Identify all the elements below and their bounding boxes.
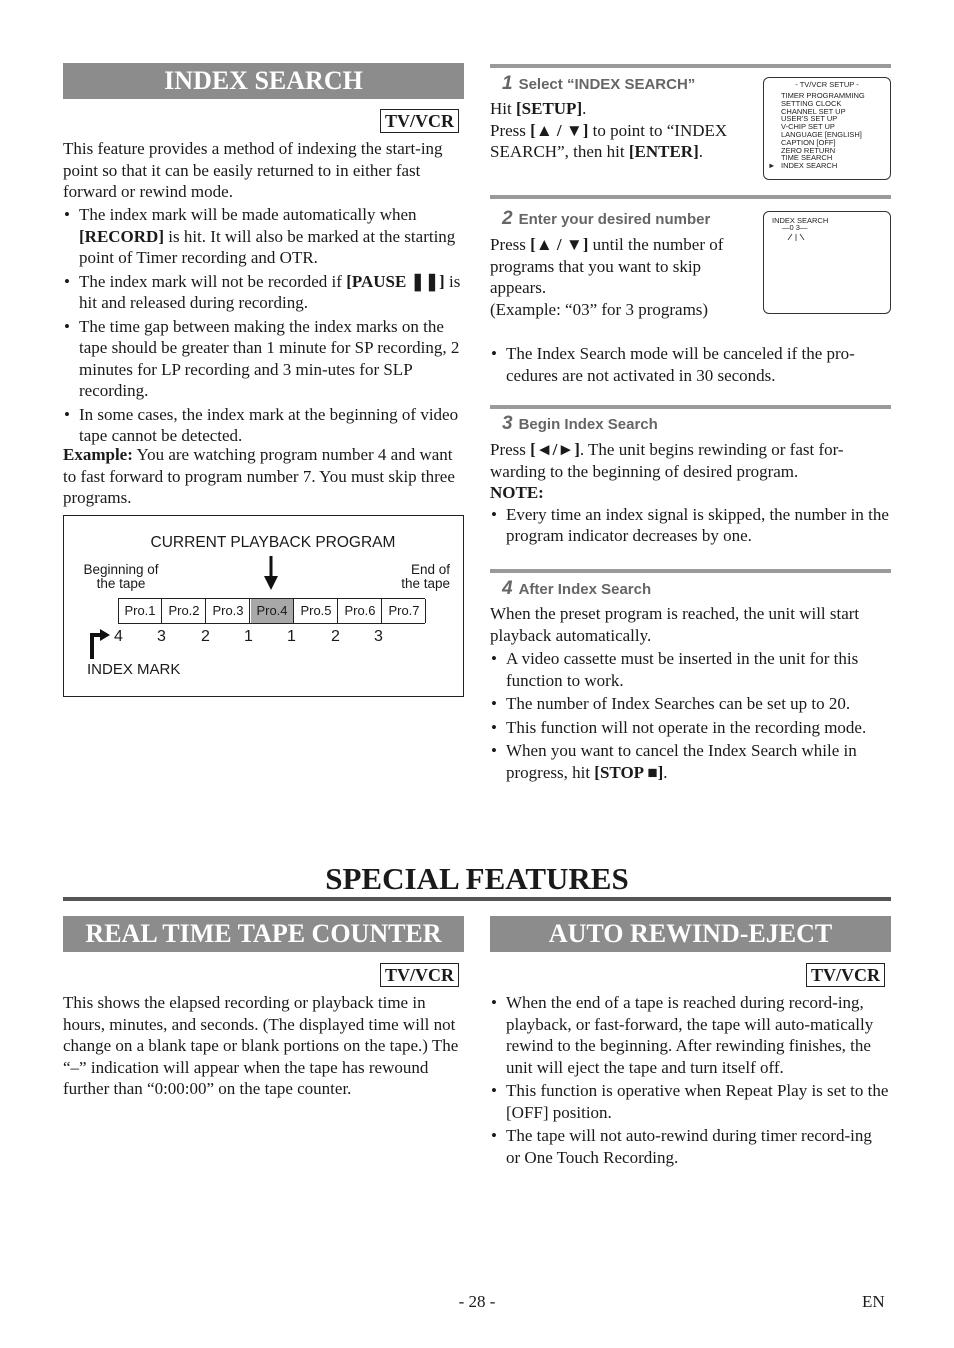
- auto-rewind-bullets: [490, 992, 890, 1168]
- program-cell: Pro.3: [207, 599, 250, 623]
- index-search-intro: This feature provides a method of indexing the start-ing point so that it can be easily returned to in either fast forward or rewind mode.: [63, 139, 443, 201]
- step-1-body: Hit [SETUP]. Press [▲ / ▼] to point to “INDEX SEARCH”, then hit [ENTER].: [490, 99, 728, 161]
- program-cell: Pro.6: [339, 599, 382, 623]
- example-text: You are watching program number 4 and want to fast forward to program number 7. You must skip three programs.: [63, 445, 455, 507]
- step-1-title: 1 Select “INDEX SEARCH”: [502, 73, 696, 94]
- menu-item: V-CHIP SET UP: [781, 122, 835, 132]
- step-divider: [490, 195, 891, 199]
- tv-vcr-badge: TV/VCR: [806, 963, 885, 987]
- program-cell: Pro.2: [163, 599, 206, 623]
- language-code: EN: [862, 1292, 885, 1311]
- program-cell-current: Pro.4: [251, 599, 294, 623]
- step-3-body: Press [◄/►]. The unit begins rewinding or fast for-warding to the beginning of desired program. NOTE: • Every time an index signal is skipped, the number in the program indicator decreases by one.: [490, 439, 890, 547]
- list-item: • When you want to cancel the Index Search while in progress, hit [STOP ■].: [490, 740, 890, 783]
- menu-item: TIMER PROGRAMMING: [781, 91, 865, 100]
- index-mark-label: INDEX MARK: [87, 661, 181, 678]
- step-3-title: 3 Begin Index Search: [502, 413, 658, 434]
- step-divider: [490, 405, 891, 409]
- program-cell: Pro.7: [383, 599, 426, 623]
- index-count: 2: [331, 628, 340, 645]
- real-time-counter-text: This shows the elapsed recording or playback time in hours, minutes, and seconds. (The displayed time will not change on a blank tape or blank portions on the tape.) The “–” indication will appear when the tape has rewound further than “0:00:00” on the tape counter.: [63, 993, 459, 1098]
- index-mark-diagram: [63, 515, 464, 697]
- menu-cursor-icon: ►: [768, 161, 776, 170]
- index-search-header: INDEX SEARCH: [63, 63, 464, 99]
- tv-vcr-badge: TV/VCR: [380, 963, 459, 987]
- setup-menu-screen: [763, 77, 891, 180]
- index-search-screen: [763, 211, 891, 314]
- auto-rewind-eject-header: AUTO REWIND-EJECT: [490, 916, 891, 952]
- index-count: 1: [287, 628, 296, 645]
- tape-beginning-label: Beginning of the tape: [83, 562, 159, 591]
- step-4-body: When the preset program is reached, the unit will start playback automatically. • A video cassette must be inserted in the unit for this function to work. • The number of Index Searches can be set up to 20. • This function will not operate in the recording mode. • When you want to cancel the Index Search while in progress, hit [STOP ■].: [490, 603, 890, 783]
- list-item: • The time gap between making the index marks on the tape should be greater than 1 minute for SP recording, 2 minutes for LP recording and 3 min-utes for SLP recording.: [63, 316, 461, 402]
- program-cell: Pro.5: [295, 599, 338, 623]
- step-divider: [490, 569, 891, 573]
- current-position-arrow-icon: [264, 556, 278, 590]
- list-item: • A video cassette must be inserted in the unit for this function to work.: [490, 648, 890, 691]
- index-screen-title: INDEX SEARCH: [772, 216, 829, 225]
- cancel-note: • The Index Search mode will be canceled if the pro-cedures are not activated in 30 seconds.: [490, 343, 890, 386]
- menu-item: TIME SEARCH: [781, 153, 833, 163]
- index-search-bullets: [63, 204, 461, 447]
- diagram-title: CURRENT PLAYBACK PROGRAM: [150, 534, 396, 551]
- example-paragraph: [63, 444, 461, 509]
- index-mark-flag-icon: [90, 629, 110, 659]
- list-item: • The tape will not auto-rewind during timer record-ing or One Touch Recording.: [490, 1125, 890, 1168]
- step-divider: [490, 64, 891, 68]
- menu-item: SETTING CLOCK: [781, 98, 842, 108]
- index-count: 3: [374, 628, 383, 645]
- title-rule: [63, 897, 891, 901]
- program-strip: [118, 598, 425, 624]
- index-screen-value: —0 3—: [782, 223, 808, 232]
- example-label: Example:: [63, 445, 133, 464]
- menu-item: ZERO RETURN: [781, 145, 836, 155]
- list-item: • The index mark will not be recorded if [PAUSE ❚❚] is hit and released during recording.: [63, 271, 461, 314]
- index-count: 2: [201, 628, 210, 645]
- list-item: • In some cases, the index mark at the beginning of video tape cannot be detected.: [63, 404, 461, 447]
- list-item: • The index mark will be made automatically when [RECORD] is hit. It will also be marked at the starting point of Timer recording and OTR.: [63, 204, 461, 269]
- program-cell: Pro.1: [119, 599, 162, 623]
- list-item: • This function is operative when Repeat Play is set to the [OFF] position.: [490, 1080, 890, 1123]
- tape-end-label: End of the tape: [401, 562, 450, 591]
- setup-menu-title: - TV/VCR SETUP -: [795, 80, 859, 89]
- list-item: • When the end of a tape is reached during record-ing, playback, or fast-forward, the tape will auto-matically rewind to the beginning. After rewinding finishes, the unit will eject the tape and turn itself off.: [490, 992, 890, 1078]
- special-features-title: SPECIAL FEATURES: [325, 861, 629, 896]
- list-item: • Every time an index signal is skipped, the number in the program indicator decreases by one.: [490, 504, 890, 547]
- note-label: NOTE:: [490, 483, 544, 502]
- real-time-counter-header: REAL TIME TAPE COUNTER: [63, 916, 464, 952]
- menu-item: CHANNEL SET UP: [781, 106, 846, 116]
- step-2-title: 2 Enter your desired number: [502, 208, 711, 229]
- index-count: 4: [114, 628, 123, 645]
- menu-item: USER'S SET UP: [781, 114, 838, 124]
- list-item: • The number of Index Searches can be set up to 20.: [490, 693, 890, 715]
- list-item: • This function will not operate in the recording mode.: [490, 717, 890, 739]
- index-count: 1: [244, 628, 253, 645]
- blink-indicator-icon: [785, 232, 807, 242]
- setup-menu-list: [781, 92, 865, 170]
- menu-item: CAPTION [OFF]: [781, 137, 836, 147]
- step-2-body: Press [▲ / ▼] until the number of programs that you want to skip appears. (Example: “03” for 3 programs): [490, 235, 724, 319]
- index-count: 3: [157, 628, 166, 645]
- menu-item: LANGUAGE [ENGLISH]: [781, 129, 862, 139]
- page-number: - 28 -: [458, 1292, 496, 1311]
- menu-item-selected: INDEX SEARCH: [781, 161, 838, 171]
- step-4-title: 4 After Index Search: [502, 578, 652, 599]
- tv-vcr-badge: TV/VCR: [380, 109, 459, 133]
